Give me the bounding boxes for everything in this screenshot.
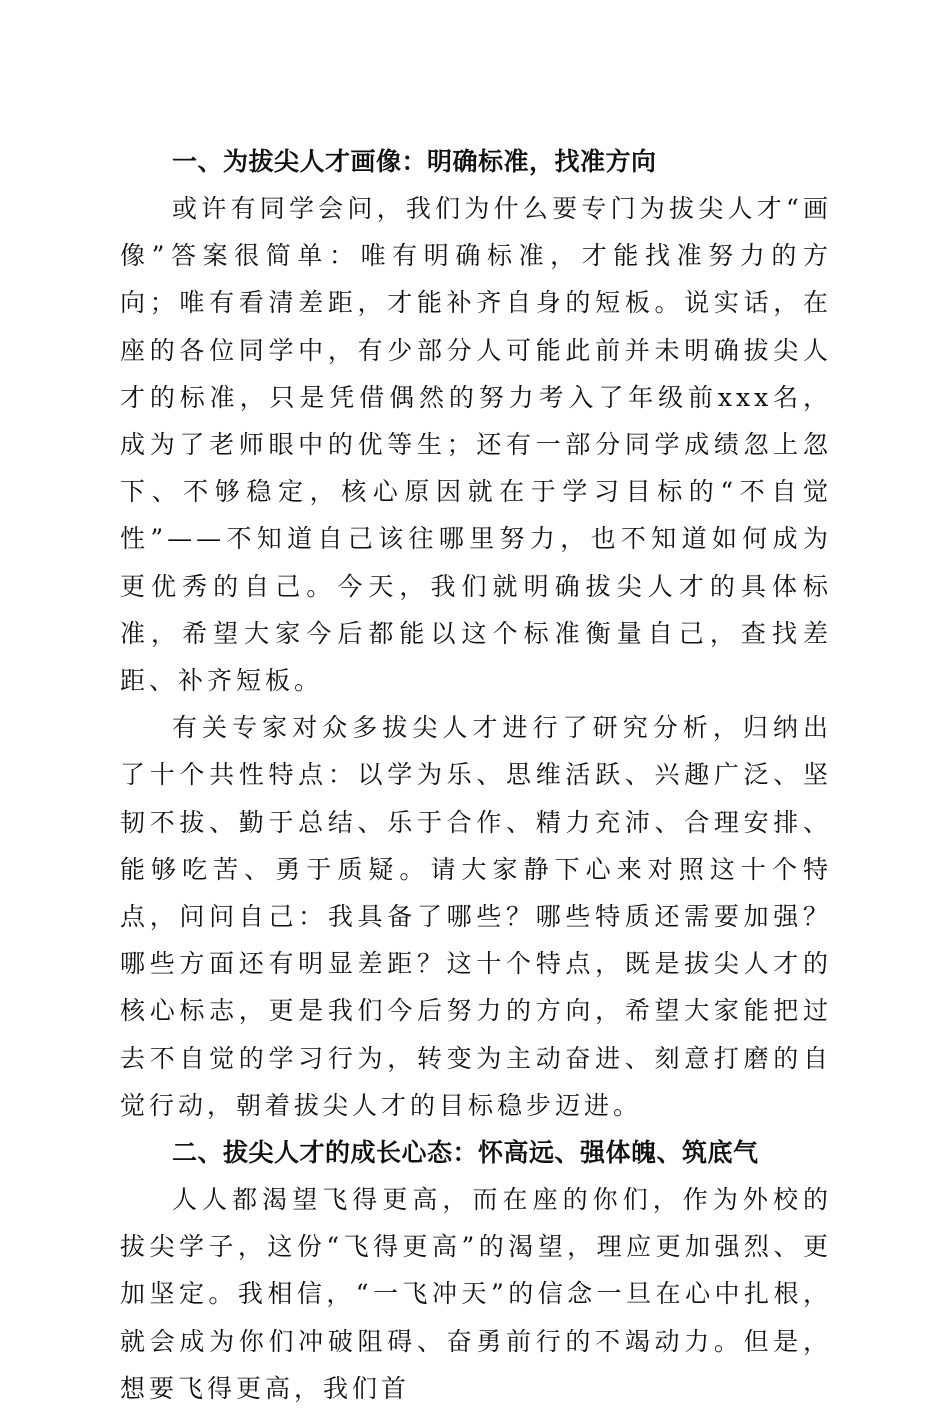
section-2-paragraph-1: 人人都渴望飞得更高，而在座的你们，作为外校的拔尖学子，这份“飞得更高”的渴望，理应更加强烈、更加坚定。我相信，“一飞冲天”的信念一旦在心中扎根，就会成为你们冲破阻碍、奋勇前行的不竭动力。但是，想要飞得更高，我们首 [120, 1185, 832, 1403]
section-1-paragraph-2: 有关专家对众多拔尖人才进行了研究分析，归纳出了十个共性特点：以学为乐、思维活跃、兴趣广泛、坚韧不拔、勤于总结、乐于合作、精力充沛、合理安排、能够吃苦、勇于质疑。请大家静下心来对照这十个特点，问问自己：我具备了哪些？哪些特质还需要加强？哪些方面还有明显差距？这十个特点，既是拔尖人才的核心标志，更是我们今后努力的方向，希望大家能把过去不自觉的学习行为，转变为主动奋进、刻意打磨的自觉行动，朝着拔尖人才的目标稳步迈进。 [120, 713, 832, 1120]
section-2-heading: 二、拔尖人才的成长心态：怀高远、强体魄、筑底气 [172, 1138, 759, 1168]
section-1-heading: 一、为拔尖人才画像：明确标准，找准方向 [172, 147, 657, 176]
document-body [120, 138, 832, 1412]
section-1-paragraph-1: 或许有同学会问，我们为什么要专门为拔尖人才“画像”答案很简单：唯有明确标准，才能找准努力的方向；唯有看清差距，才能补齐自身的短板。说实话，在座的各位同学中，有少部分人可能此前并未明确拔尖人才的标准，只是凭借偶然的努力考入了年级前xxx名，成为了老师眼中的优等生；还有一部分同学成绩忽上忽下、不够稳定，核心原因就在于学习目标的“不自觉性”——不知道自己该往哪里努力，也不知道如何成为更优秀的自己。今天，我们就明确拔尖人才的具体标准，希望大家今后都能以这个标准衡量自己，查找差距、补齐短板。 [120, 194, 832, 696]
